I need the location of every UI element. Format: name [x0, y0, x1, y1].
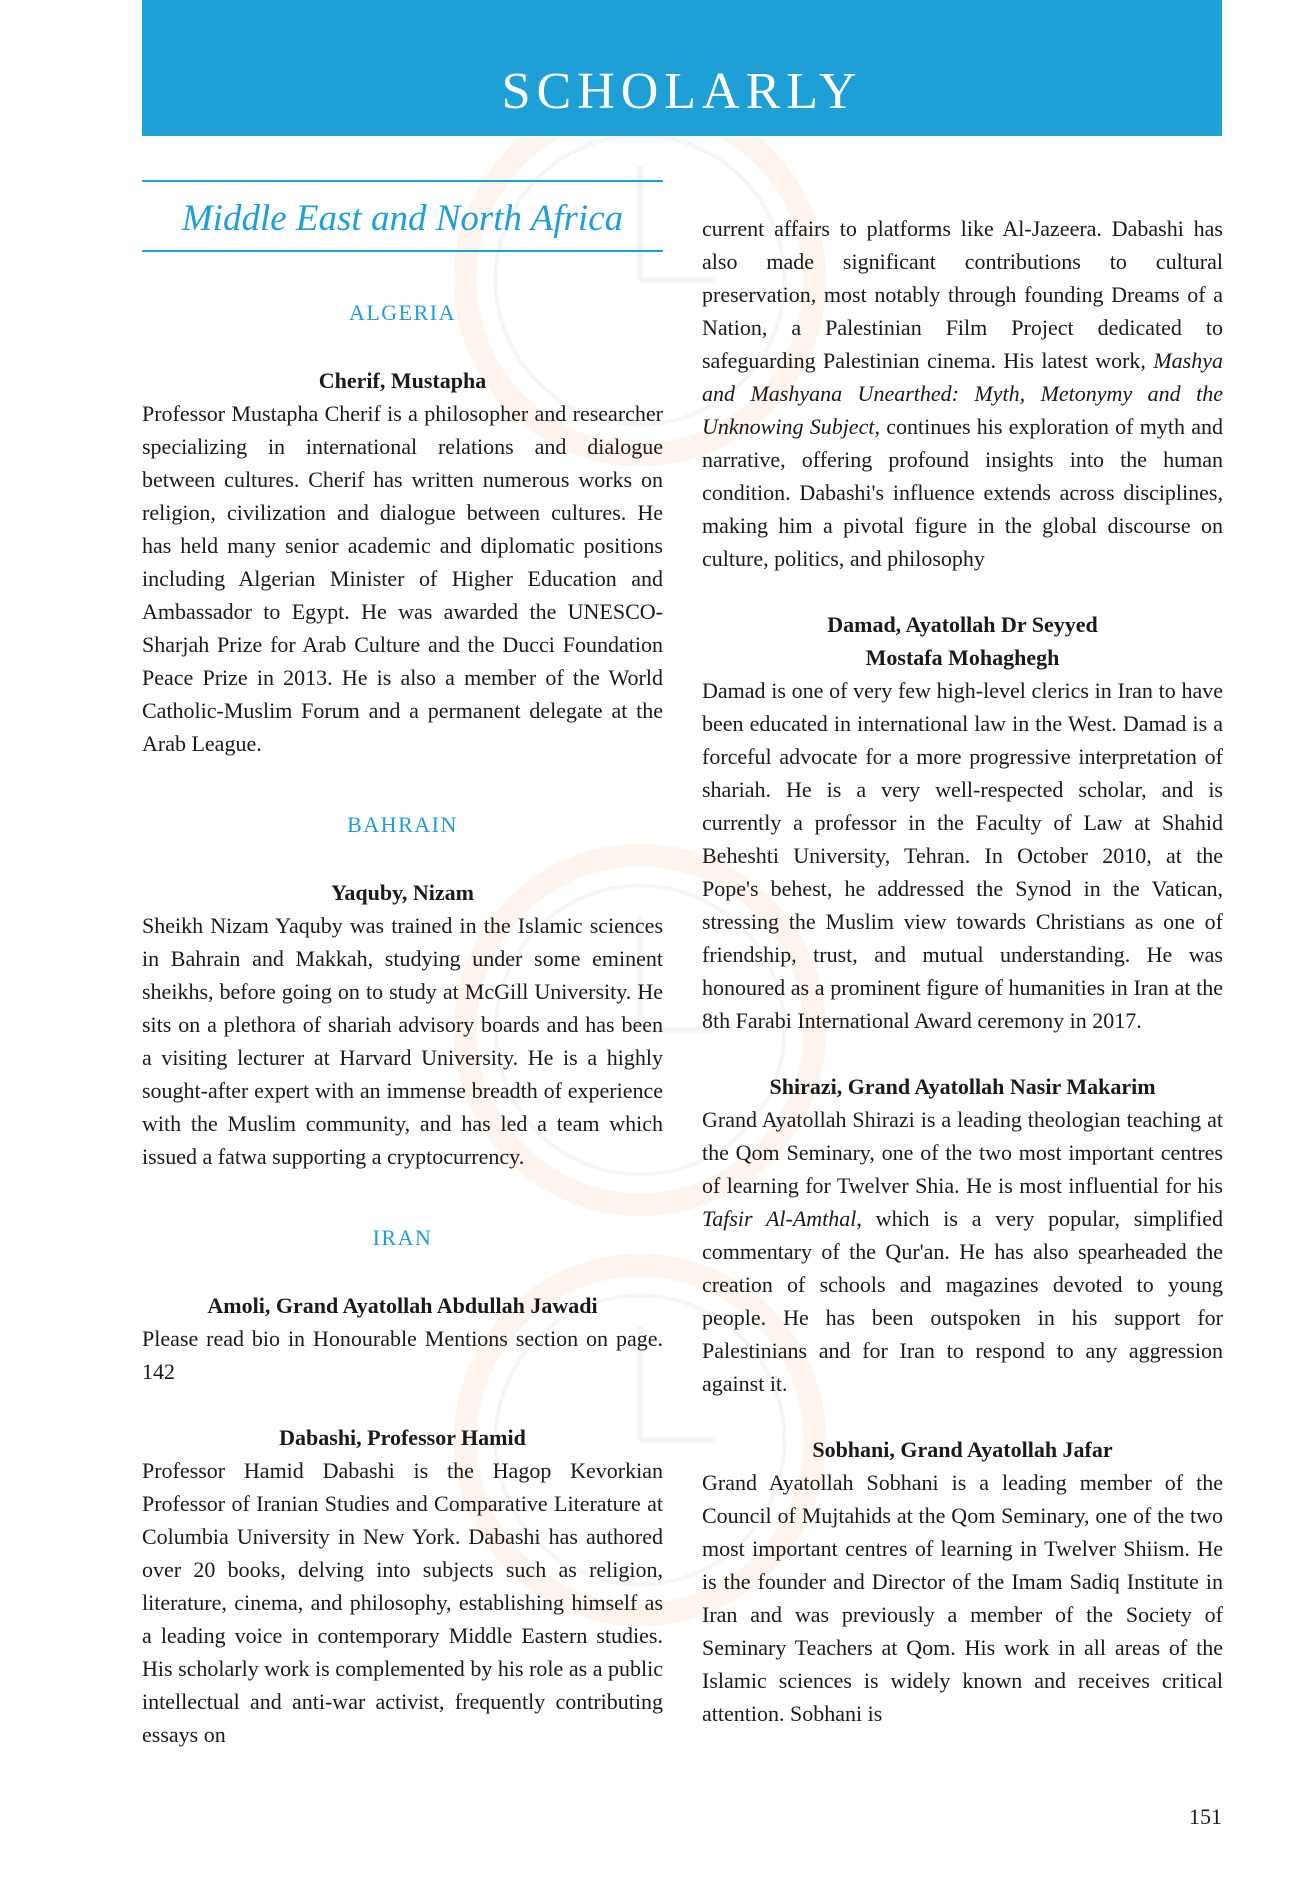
entry-bio	[702, 1103, 1223, 1400]
left-column	[142, 180, 663, 1784]
entry-bio	[702, 212, 1223, 575]
entry-dabashi-continued	[702, 212, 1223, 575]
book-title: Tafsir Al-Amthal	[702, 1206, 857, 1231]
book-title: Mashya and Mashyana Unearthed: Myth, Metonymy and the Unknowing Subject	[702, 348, 1223, 439]
entry-amoli	[142, 1289, 663, 1388]
entry-bio: Grand Ayatollah Sobhani is a leading member of the Council of Mujtahids at the Qom Seminary, one of the two most important centres of learning in Twelver Shiism. He is the founder and Director of the Imam Sadiq Institute in Iran and was previously a member of the Society of Seminary Teachers at Qom. His work in all areas of the Islamic sciences is widely known and receives critical attention. Sobhani is	[702, 1470, 1223, 1726]
entry-bio: Professor Mustapha Cherif is a philosopher and researcher specializing in international relations and dialogue between cultures. Cherif has written numerous works on religion, civilization and dialogue between cultures. He has held many senior academic and diplomatic positions including Algerian Minister of Higher Education and Ambassador to Egypt. He was awarded the UNESCO-Sharjah Prize for Arab Culture and the Ducci Foundation Peace Prize in 2013. He is also a member of the World Catholic-Muslim Forum and a permanent delegate at the Arab League.	[142, 401, 663, 756]
country-heading-iran: IRAN	[372, 1225, 433, 1250]
entry-name: Dabashi, Professor Hamid	[279, 1425, 526, 1450]
entry-bio: Please read bio in Honourable Mentions section on page. 142	[142, 1326, 663, 1384]
page-number: 151	[1189, 1804, 1222, 1829]
country-heading-bahrain: BAHRAIN	[347, 812, 458, 837]
region-title: Middle East and North Africa	[181, 198, 624, 239]
bio-text: , continues his exploration of myth and narrative, offering profound insights into the human condition. Dabashi's influence extends across disciplines, making him a pivotal figure in the global discourse on culture, politics, and philosophy	[702, 414, 1223, 571]
entry-sobhani	[702, 1433, 1223, 1730]
region-rule-bottom	[142, 250, 663, 252]
entry-name: Cherif, Mustapha	[318, 368, 487, 393]
entry-bio: Sheikh Nizam Yaquby was trained in the Islamic sciences in Bahrain and Makkah, studying under some eminent sheikhs, before going on to study at McGill University. He sits on a plethora of shariah advisory boards and has been a visiting lecturer at Harvard University. He is a highly sought-after expert with an immense breadth of experience with the Muslim community, and has led a team which issued a fatwa supporting a cryptocurrency.	[142, 913, 663, 1169]
entry-shirazi	[702, 1070, 1223, 1400]
entry-name: Shirazi, Grand Ayatollah Nasir Makarim	[769, 1074, 1156, 1099]
entry-damad	[702, 608, 1223, 1037]
entry-name-line2: Mostafa Mohaghegh	[865, 645, 1060, 670]
banner-title: SCHOLARLY	[501, 63, 863, 120]
entry-name: Damad, Ayatollah Dr Seyyed	[827, 612, 1098, 637]
entry-yaquby	[142, 876, 663, 1173]
bio-text: , which is a very popular, simplified commentary of the Qur'an. He has also spearheaded the creation of schools and magazines devoted to young people. He has been outspoken in his support for Palestinians and for Iran to respond to any aggression against it.	[702, 1206, 1223, 1396]
entry-name: Yaquby, Nizam	[330, 880, 475, 905]
entry-name: Amoli, Grand Ayatollah Abdullah Jawadi	[207, 1293, 598, 1318]
section-banner	[142, 0, 1222, 136]
right-column	[702, 212, 1223, 1763]
entry-bio: Damad is one of very few high-level clerics in Iran to have been educated in international law in the West. Damad is a forceful advocate for a more progressive interpretation of shariah. He is a very well-respected scholar, and is currently a professor in the Faculty of Law at Shahid Beheshti University, Tehran. In October 2010, at the Pope's behest, he addressed the Synod in the Vatican, stressing the Muslim view towards Christians as one of friendship, trust, and mutual understanding. He was honoured as a prominent figure of humanities in Iran at the 8th Farabi International Award ceremony in 2017.	[702, 678, 1223, 1033]
entry-dabashi	[142, 1421, 663, 1751]
bio-text: current affairs to platforms like Al-Jazeera. Dabashi has also made significant contributions to cultural preservation, most notably through founding Dreams of a Nation, a Palestinian Film Project dedicated to safeguarding Palestinian cinema. His latest work,	[702, 216, 1223, 373]
bio-text: Grand Ayatollah Shirazi is a leading theologian teaching at the Qom Seminary, one of the two most important centres of learning for Twelver Shia. He is most influential for his	[702, 1107, 1223, 1198]
country-heading-algeria: ALGERIA	[348, 300, 457, 325]
entry-name: Sobhani, Grand Ayatollah Jafar	[812, 1437, 1113, 1462]
entry-cherif	[142, 364, 663, 760]
entry-bio: Professor Hamid Dabashi is the Hagop Kevorkian Professor of Iranian Studies and Comparative Literature at Columbia University in New York. Dabashi has authored over 20 books, delving into subjects such as religion, literature, cinema, and philosophy, establishing himself as a leading voice in contemporary Middle Eastern studies. His scholarly work is complemented by his role as a public intellectual and anti-war activist, frequently contributing essays on	[142, 1458, 663, 1747]
